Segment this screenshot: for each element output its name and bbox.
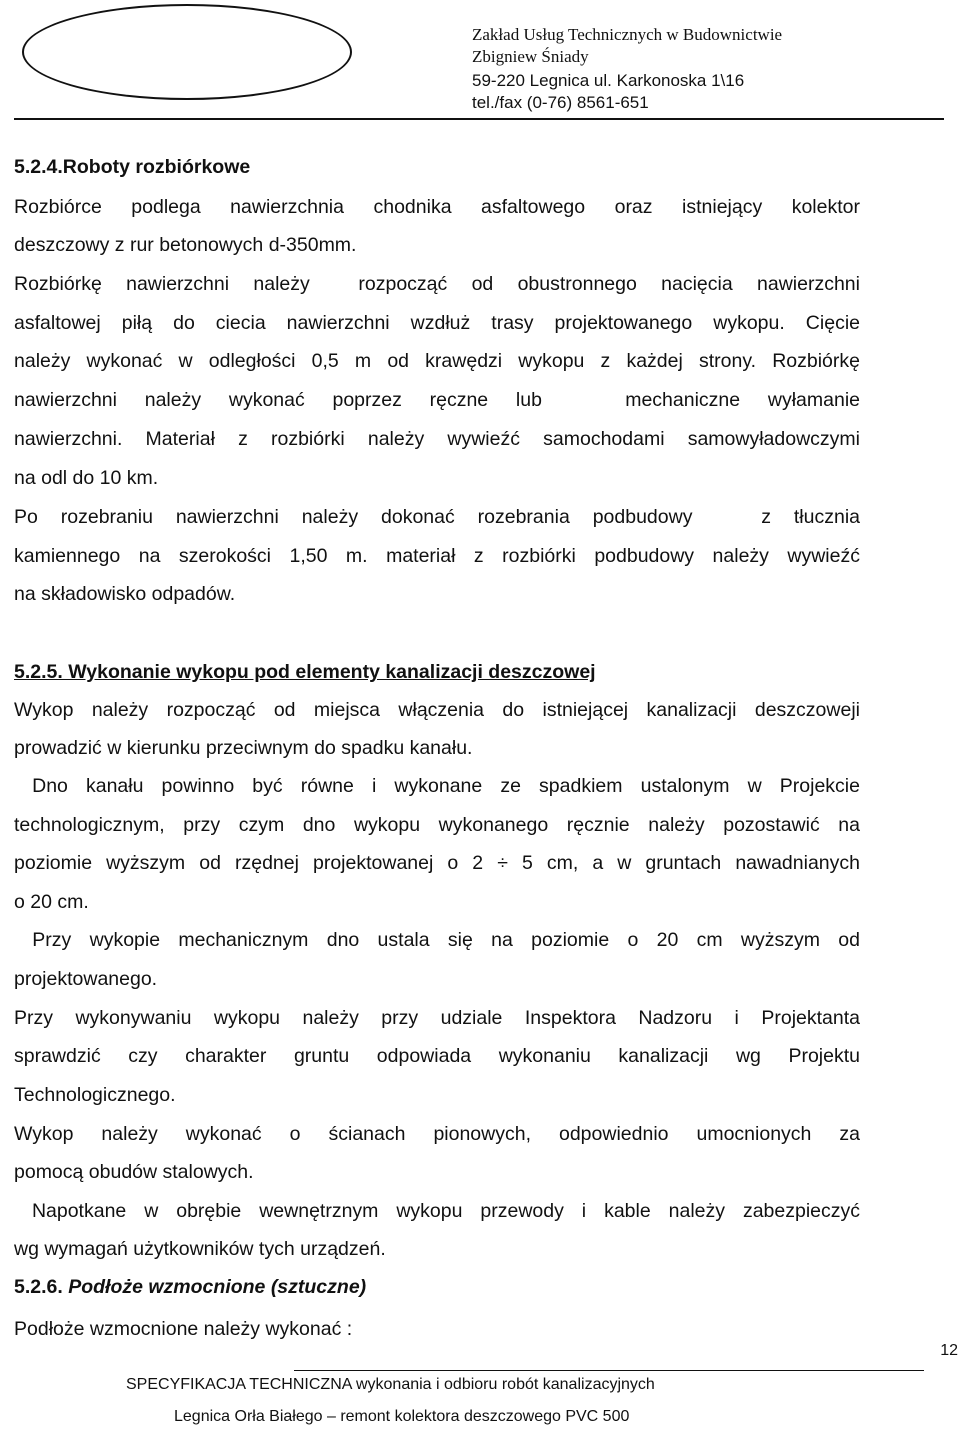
page-number: 12 — [940, 1342, 958, 1359]
paragraph-line: Technologicznego. — [14, 1084, 176, 1106]
company-name — [472, 24, 782, 68]
company-contact — [472, 70, 744, 114]
paragraph-line: poziomie wyższym od rzędnej projektowanej o 2 ÷ 5 cm, a w gruntach nawadnianych — [14, 852, 860, 874]
paragraph-line: prowadzić w kierunku przeciwnym do spadku kanału. — [14, 737, 473, 759]
paragraph-line: deszczowy z rur betonowych d-350mm. — [14, 234, 357, 256]
paragraph-line: Podłoże wzmocnione należy wykonać : — [14, 1318, 353, 1340]
paragraph-line: na odl do 10 km. — [14, 467, 159, 489]
paragraph-line: sprawdzić czy charakter gruntu odpowiada wykonaniu kanalizacji wg Projektu — [14, 1045, 860, 1067]
paragraph-line: Po rozebraniu nawierzchni należy dokonać rozebrania podbudowy z tłucznia — [14, 506, 860, 528]
section-5-2-6-heading — [14, 1276, 366, 1299]
paragraph-line: Rozbiórce podlega nawierzchnia chodnika asfaltowego oraz istniejący kolektor — [14, 196, 860, 218]
paragraph-line: technologicznym, przy czym dno wykopu wykonanego ręcznie należy pozostawić na — [14, 814, 860, 836]
logo-ellipse — [22, 4, 352, 100]
phone-line: tel./fax (0-76) 8561-651 — [472, 93, 649, 112]
paragraph-line: wg wymagań użytkowników tych urządzeń. — [14, 1238, 386, 1260]
paragraph-line: Rozbiórkę nawierzchni należy rozpocząć od obustronnego nacięcia nawierzchni — [14, 273, 860, 295]
paragraph-line: o 20 cm. — [14, 891, 89, 913]
section-title: Podłoże wzmocnione (sztuczne) — [68, 1276, 367, 1298]
section-number: 5.2.4. — [14, 156, 63, 178]
section-5-2-4-heading — [14, 156, 250, 179]
company-line-2: Zbigniew Śniady — [472, 47, 589, 66]
paragraph-line: należy wykonać w odległości 0,5 m od krawędzi wykopu z każdej strony. Rozbiórkę — [14, 350, 860, 372]
paragraph-line: projektowanego. — [14, 968, 158, 990]
paragraph-line: nawierzchni. Materiał z rozbiórki należy wywieźć samochodami samowyładowczymi — [14, 428, 860, 450]
paragraph-line: pomocą obudów stalowych. — [14, 1161, 254, 1183]
footer-divider — [294, 1370, 924, 1371]
paragraph-line: Przy wykopie mechanicznym dno ustala się na poziomie o 20 cm wyższym od — [14, 929, 860, 951]
section-number: 5.2.6. — [14, 1276, 63, 1298]
paragraph-line: na składowisko odpadów. — [14, 583, 236, 605]
paragraph-line: kamiennego na szerokości 1,50 m. materiał z rozbiórki podbudowy należy wywieźć — [14, 545, 860, 567]
paragraph-line: Przy wykonywaniu wykopu należy przy udziale Inspektora Nadzoru i Projektanta — [14, 1007, 860, 1029]
paragraph-line: Wykop należy wykonać o ścianach pionowych, odpowiednio umocnionych za — [14, 1123, 860, 1145]
footer-project-line: Legnica Orła Białego – remont kolektora deszczowego PVC 500 — [174, 1408, 630, 1425]
section-5-2-5-heading: 5.2.5. Wykonanie wykopu pod elementy kanalizacji deszczowej — [14, 661, 596, 683]
section-title: Roboty rozbiórkowe — [62, 156, 251, 178]
paragraph-line: asfaltowej piłą do ciecia nawierzchni wzdłuż trasy projektowanego wykopu. Cięcie — [14, 312, 860, 334]
paragraph-line: Napotkane w obrębie wewnętrznym wykopu przewody i kable należy zabezpieczyć — [14, 1200, 860, 1222]
header-divider — [14, 118, 944, 120]
address-line: 59-220 Legnica ul. Karkonoska 1\16 — [472, 71, 745, 90]
paragraph-line: nawierzchni należy wykonać poprzez ręczne lub mechaniczne wyłamanie — [14, 389, 860, 411]
paragraph-line: Dno kanału powinno być równe i wykonane ze spadkiem ustalonym w Projekcie — [14, 775, 860, 797]
company-line-1: Zakład Usług Technicznych w Budownictwie — [472, 25, 783, 44]
paragraph-line: Wykop należy rozpocząć od miejsca włączenia do istniejącej kanalizacji deszczoweji — [14, 699, 860, 721]
footer-spec-line: SPECYFIKACJA TECHNICZNA wykonania i odbioru robót kanalizacyjnych — [126, 1376, 655, 1393]
